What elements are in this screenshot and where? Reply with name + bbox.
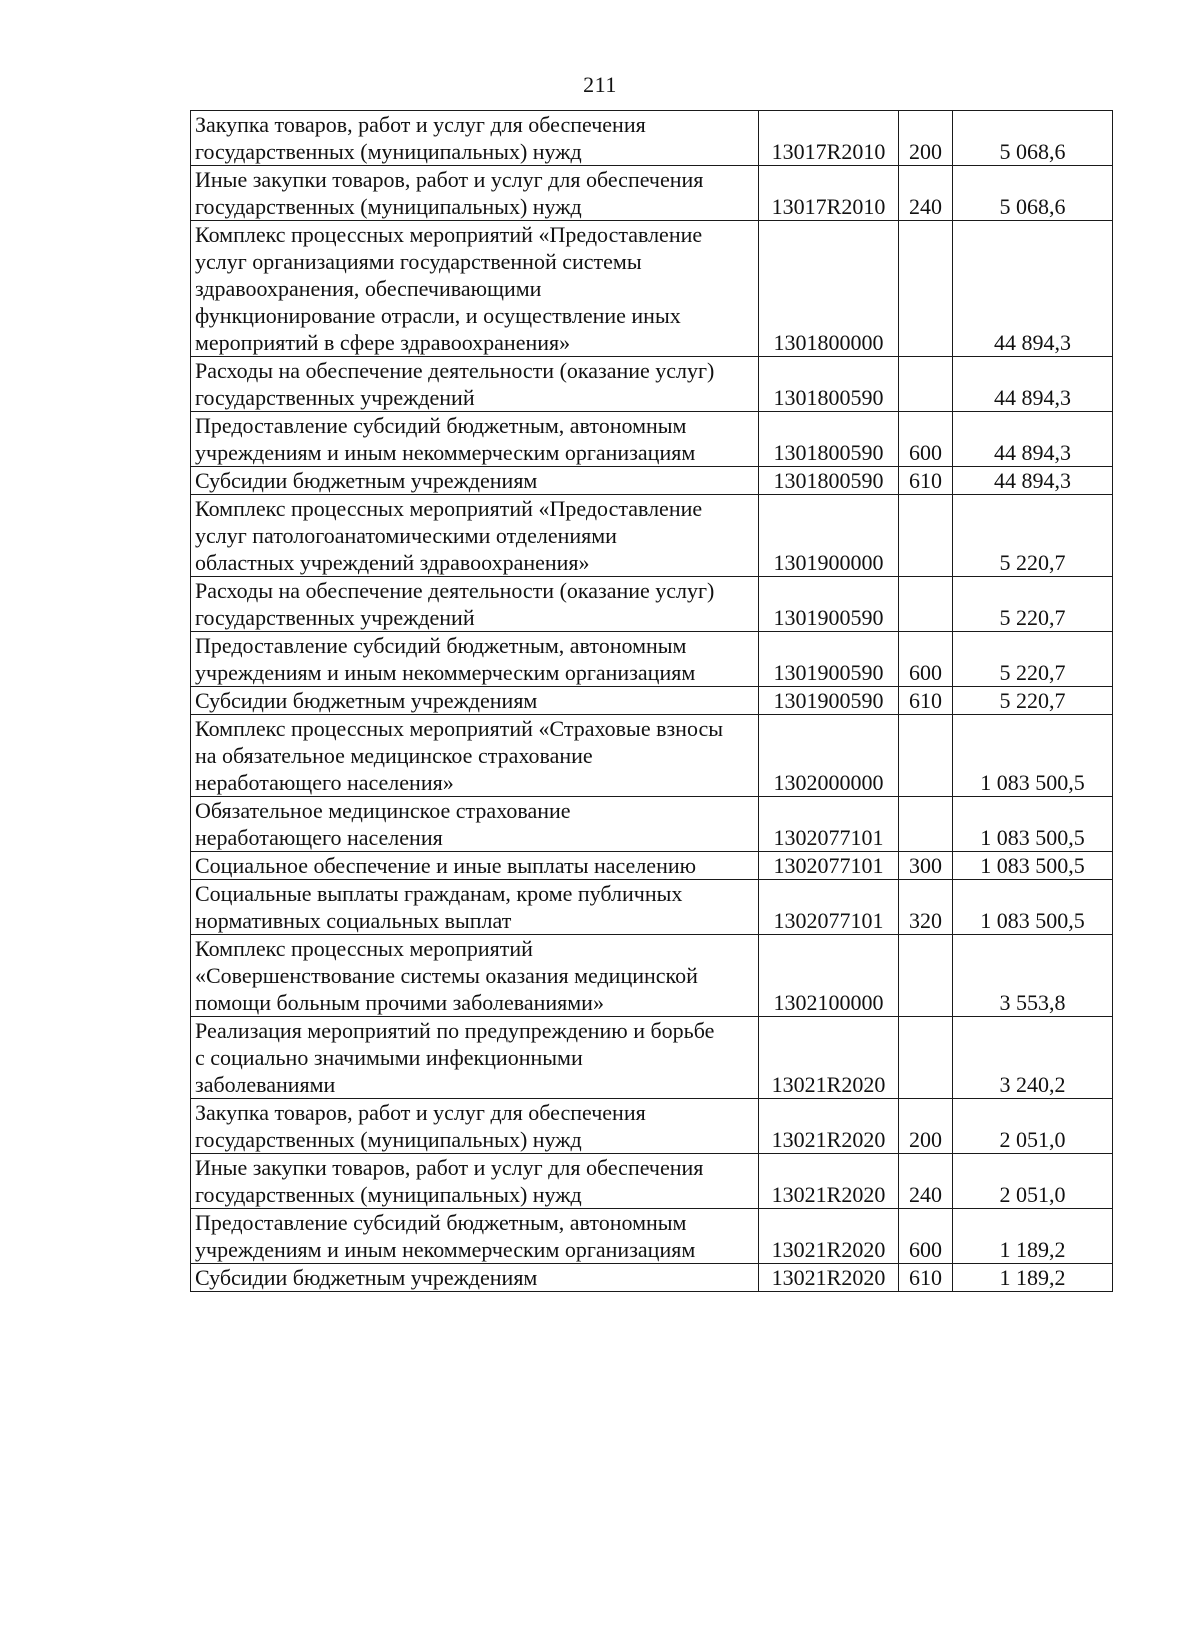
row-amount: 1 083 500,5 — [953, 715, 1113, 797]
table-row — [191, 357, 1113, 412]
row-target-code: 13021R2020 — [759, 1017, 899, 1099]
table-row — [191, 852, 1113, 880]
row-expense-type: 600 — [899, 412, 953, 467]
row-amount: 5 068,6 — [953, 166, 1113, 221]
table-row — [191, 577, 1113, 632]
row-expense-type — [899, 577, 953, 632]
row-target-code: 1302100000 — [759, 935, 899, 1017]
row-description: Расходы на обеспечение деятельности (оказание услуг) государственных учреждений — [191, 577, 759, 632]
row-expense-type: 200 — [899, 111, 953, 166]
row-expense-type: 320 — [899, 880, 953, 935]
row-target-code: 1302000000 — [759, 715, 899, 797]
row-amount: 44 894,3 — [953, 412, 1113, 467]
row-amount: 1 189,2 — [953, 1209, 1113, 1264]
row-target-code: 1302077101 — [759, 852, 899, 880]
row-amount: 2 051,0 — [953, 1099, 1113, 1154]
row-expense-type: 600 — [899, 632, 953, 687]
table-row — [191, 687, 1113, 715]
row-amount: 1 189,2 — [953, 1264, 1113, 1292]
row-target-code: 13021R2020 — [759, 1154, 899, 1209]
row-description: Предоставление субсидий бюджетным, автономным учреждениям и иным некоммерческим организациям — [191, 1209, 759, 1264]
table-row — [191, 495, 1113, 577]
row-target-code: 1301800590 — [759, 412, 899, 467]
row-target-code: 13017R2010 — [759, 166, 899, 221]
table-row — [191, 221, 1113, 357]
row-expense-type: 610 — [899, 687, 953, 715]
row-target-code: 1301800000 — [759, 221, 899, 357]
row-amount: 44 894,3 — [953, 467, 1113, 495]
table-row — [191, 1154, 1113, 1209]
row-expense-type — [899, 797, 953, 852]
budget-table — [190, 110, 1113, 1292]
table-row — [191, 715, 1113, 797]
row-description: Предоставление субсидий бюджетным, автономным учреждениям и иным некоммерческим организациям — [191, 632, 759, 687]
row-target-code: 1302077101 — [759, 797, 899, 852]
table-row — [191, 1099, 1113, 1154]
row-description: Субсидии бюджетным учреждениям — [191, 467, 759, 495]
row-expense-type — [899, 1017, 953, 1099]
row-expense-type: 610 — [899, 467, 953, 495]
row-description: Закупка товаров, работ и услуг для обеспечения государственных (муниципальных) нужд — [191, 1099, 759, 1154]
table-row — [191, 1209, 1113, 1264]
row-amount: 1 083 500,5 — [953, 852, 1113, 880]
row-amount: 5 220,7 — [953, 632, 1113, 687]
row-expense-type: 240 — [899, 1154, 953, 1209]
row-description: Иные закупки товаров, работ и услуг для обеспечения государственных (муниципальных) нужд — [191, 1154, 759, 1209]
row-expense-type — [899, 715, 953, 797]
row-description: Социальное обеспечение и иные выплаты населению — [191, 852, 759, 880]
row-amount: 3 553,8 — [953, 935, 1113, 1017]
row-description: Комплекс процессных мероприятий «Страховые взносы на обязательное медицинское страхование неработающего населения» — [191, 715, 759, 797]
row-expense-type: 600 — [899, 1209, 953, 1264]
row-description: Комплекс процессных мероприятий «Предоставление услуг патологоанатомическими отделениями областных учреждений здравоохранения» — [191, 495, 759, 577]
row-amount: 44 894,3 — [953, 221, 1113, 357]
table-row — [191, 797, 1113, 852]
table-row — [191, 935, 1113, 1017]
table-row — [191, 467, 1113, 495]
row-target-code: 1301900590 — [759, 687, 899, 715]
row-amount: 5 220,7 — [953, 577, 1113, 632]
row-description: Комплекс процессных мероприятий «Совершенствование системы оказания медицинской помощи больным прочими заболеваниями» — [191, 935, 759, 1017]
row-target-code: 13021R2020 — [759, 1099, 899, 1154]
table-body — [191, 111, 1113, 1292]
row-target-code: 13021R2020 — [759, 1209, 899, 1264]
row-target-code: 1301900590 — [759, 577, 899, 632]
row-amount: 3 240,2 — [953, 1017, 1113, 1099]
row-target-code: 1302077101 — [759, 880, 899, 935]
row-description: Субсидии бюджетным учреждениям — [191, 1264, 759, 1292]
row-amount: 44 894,3 — [953, 357, 1113, 412]
row-amount: 2 051,0 — [953, 1154, 1113, 1209]
row-amount: 1 083 500,5 — [953, 797, 1113, 852]
row-description: Предоставление субсидий бюджетным, автономным учреждениям и иным некоммерческим организациям — [191, 412, 759, 467]
table-row — [191, 111, 1113, 166]
table-row — [191, 166, 1113, 221]
row-target-code: 1301800590 — [759, 357, 899, 412]
row-description: Субсидии бюджетным учреждениям — [191, 687, 759, 715]
row-description: Расходы на обеспечение деятельности (оказание услуг) государственных учреждений — [191, 357, 759, 412]
row-amount: 5 220,7 — [953, 687, 1113, 715]
row-target-code: 1301900590 — [759, 632, 899, 687]
table-row — [191, 412, 1113, 467]
row-target-code: 13017R2010 — [759, 111, 899, 166]
row-expense-type: 240 — [899, 166, 953, 221]
table-row — [191, 1017, 1113, 1099]
row-description: Обязательное медицинское страхование неработающего населения — [191, 797, 759, 852]
row-description: Социальные выплаты гражданам, кроме публичных нормативных социальных выплат — [191, 880, 759, 935]
row-target-code: 13021R2020 — [759, 1264, 899, 1292]
row-expense-type — [899, 935, 953, 1017]
row-expense-type — [899, 221, 953, 357]
row-expense-type: 300 — [899, 852, 953, 880]
row-description: Иные закупки товаров, работ и услуг для обеспечения государственных (муниципальных) нужд — [191, 166, 759, 221]
row-amount: 1 083 500,5 — [953, 880, 1113, 935]
row-expense-type — [899, 357, 953, 412]
row-amount: 5 068,6 — [953, 111, 1113, 166]
table-row — [191, 632, 1113, 687]
row-target-code: 1301800590 — [759, 467, 899, 495]
row-expense-type: 200 — [899, 1099, 953, 1154]
page-number: 211 — [583, 72, 617, 97]
row-description: Комплекс процессных мероприятий «Предоставление услуг организациями государственной системы здравоохранения, обеспечивающими функционирование отрасли, и осуществление иных мероприятий в сфере здравоохранения» — [191, 221, 759, 357]
row-target-code: 1301900000 — [759, 495, 899, 577]
row-description: Закупка товаров, работ и услуг для обеспечения государственных (муниципальных) нужд — [191, 111, 759, 166]
table-row — [191, 1264, 1113, 1292]
row-expense-type — [899, 495, 953, 577]
row-expense-type: 610 — [899, 1264, 953, 1292]
row-description: Реализация мероприятий по предупреждению и борьбе с социально значимыми инфекционными заболеваниями — [191, 1017, 759, 1099]
table-row — [191, 880, 1113, 935]
row-amount: 5 220,7 — [953, 495, 1113, 577]
